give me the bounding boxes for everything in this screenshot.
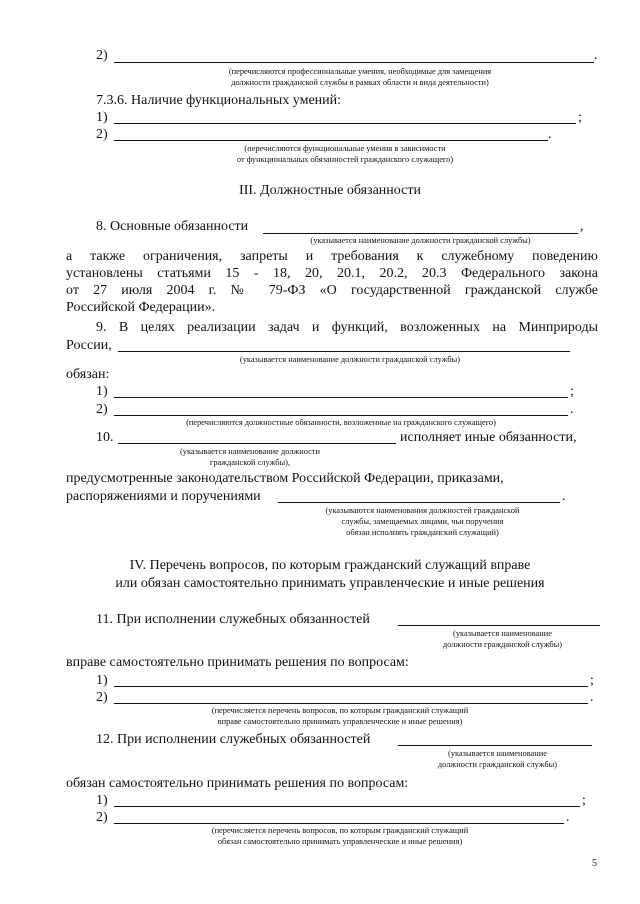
- fill-line: [114, 703, 588, 704]
- caption-line: (указывается наименование должности: [179, 447, 321, 456]
- paragraph-line: распоряжениями и поручениями: [66, 489, 261, 504]
- section-title: или обязан самостоятельно принимать управленческие и иные решения: [115, 576, 545, 591]
- paragraph-line: обязан самостоятельно принимать решения по вопросам:: [66, 776, 409, 791]
- fill-line: [114, 806, 580, 807]
- caption-line: (указываются наименования должностей гражданской: [325, 506, 520, 515]
- caption-line: обязан самостоятельно принимать управленческие и иные решения): [217, 837, 463, 846]
- list-number: 2): [96, 48, 108, 63]
- caption-line: (указывается наименование должности гражданской службы): [310, 236, 531, 245]
- punctuation: ;: [578, 110, 582, 125]
- fill-line: [114, 140, 548, 141]
- punctuation: .: [562, 489, 566, 504]
- section-title: III. Должностные обязанности: [239, 183, 421, 198]
- punctuation: .: [566, 810, 570, 825]
- punctuation: .: [590, 690, 594, 705]
- punctuation: ,: [580, 219, 584, 234]
- list-number: 2): [96, 402, 108, 417]
- fill-line: [118, 443, 396, 444]
- section-title: IV. Перечень вопросов, по которым гражданский служащий вправе: [129, 558, 531, 573]
- paragraph-lead: 12. При исполнении служебных обязанностей: [96, 732, 371, 747]
- fill-line: [398, 745, 592, 746]
- list-number: 2): [96, 690, 108, 705]
- fill-line: [118, 351, 570, 352]
- list-number: 1): [96, 673, 108, 688]
- fill-line: [114, 823, 564, 824]
- caption-line: должности гражданской службы): [442, 640, 563, 649]
- fill-line: [114, 62, 594, 63]
- list-number: 1): [96, 384, 108, 399]
- paragraph-line: предусмотренные законодательством Российской Федерации, приказами,: [66, 471, 504, 486]
- caption-line: должности гражданской службы в рамках области и вида деятельности): [231, 78, 489, 87]
- caption-line: службы, замещаемых лицами, чьи поручения: [341, 517, 504, 526]
- section-heading: 7.3.6. Наличие функциональных умений:: [96, 93, 342, 108]
- caption-line: (указывается наименование должности гражданской службы): [239, 355, 461, 364]
- list-number: 2): [96, 127, 108, 142]
- fill-line: [114, 686, 588, 687]
- caption-line: обязан исполнять гражданский служащий): [346, 528, 499, 537]
- fill-line: [114, 397, 568, 398]
- fill-line: [278, 502, 560, 503]
- caption-line: вправе самостоятельно принимать управленческие и иные решения): [217, 717, 463, 726]
- list-number: 1): [96, 110, 108, 125]
- paragraph-lead: 8. Основные обязанности: [96, 219, 249, 234]
- caption-line: (перечисляются функциональные умения в зависимости: [244, 144, 446, 153]
- paragraph-line: 9. В целях реализации задач и функций, возложенных на Минприроды: [96, 320, 598, 335]
- punctuation: ;: [582, 793, 586, 808]
- caption-line: (указывается наименование: [448, 749, 547, 758]
- paragraph-line: обязан:: [66, 367, 110, 382]
- punctuation: ;: [570, 384, 574, 399]
- fill-line: [263, 233, 578, 234]
- paragraph-line: от 27 июля 2004 г. № 79-ФЗ «О государственной гражданской службе: [66, 283, 598, 298]
- paragraph-line: установлены статьями 15 - 18, 20, 20.1, 20.2, 20.3 Федерального закона: [66, 266, 598, 281]
- caption-line: от функциональных обязанностей гражданского служащего): [236, 155, 454, 164]
- caption-line: гражданской службы),: [209, 458, 291, 467]
- paragraph-lead: 10.: [96, 430, 114, 445]
- paragraph-line: России,: [66, 338, 112, 353]
- paragraph-lead: 11. При исполнении служебных обязанностей: [96, 612, 370, 627]
- caption-line: (перечисляются должностные обязанности, возложенные на гражданского служащего): [186, 418, 496, 427]
- caption-line: (перечисляется перечень вопросов, по которым гражданский служащий: [211, 706, 469, 715]
- paragraph-line: Российской Федерации».: [66, 300, 216, 315]
- punctuation: .: [594, 48, 598, 63]
- paragraph-line: а также ограничения, запреты и требования к служебному поведению: [66, 249, 598, 264]
- fill-line: [114, 415, 568, 416]
- caption-line: (перечисляются профессиональные умения, необходимые для замещения: [228, 67, 492, 76]
- fill-line: [398, 625, 600, 626]
- paragraph-line: вправе самостоятельно принимать решения по вопросам:: [66, 655, 409, 670]
- punctuation: ;: [590, 673, 594, 688]
- caption-line: должности гражданской службы): [437, 760, 558, 769]
- list-number: 2): [96, 810, 108, 825]
- punctuation: .: [570, 402, 574, 417]
- caption-line: (перечисляется перечень вопросов, по которым гражданский служащий: [211, 826, 469, 835]
- paragraph-line: исполняет иные обязанности,: [400, 430, 577, 445]
- caption-line: (указывается наименование: [453, 629, 552, 638]
- page-number: 5: [592, 858, 597, 869]
- punctuation: .: [548, 127, 552, 142]
- list-number: 1): [96, 793, 108, 808]
- fill-line: [114, 123, 576, 124]
